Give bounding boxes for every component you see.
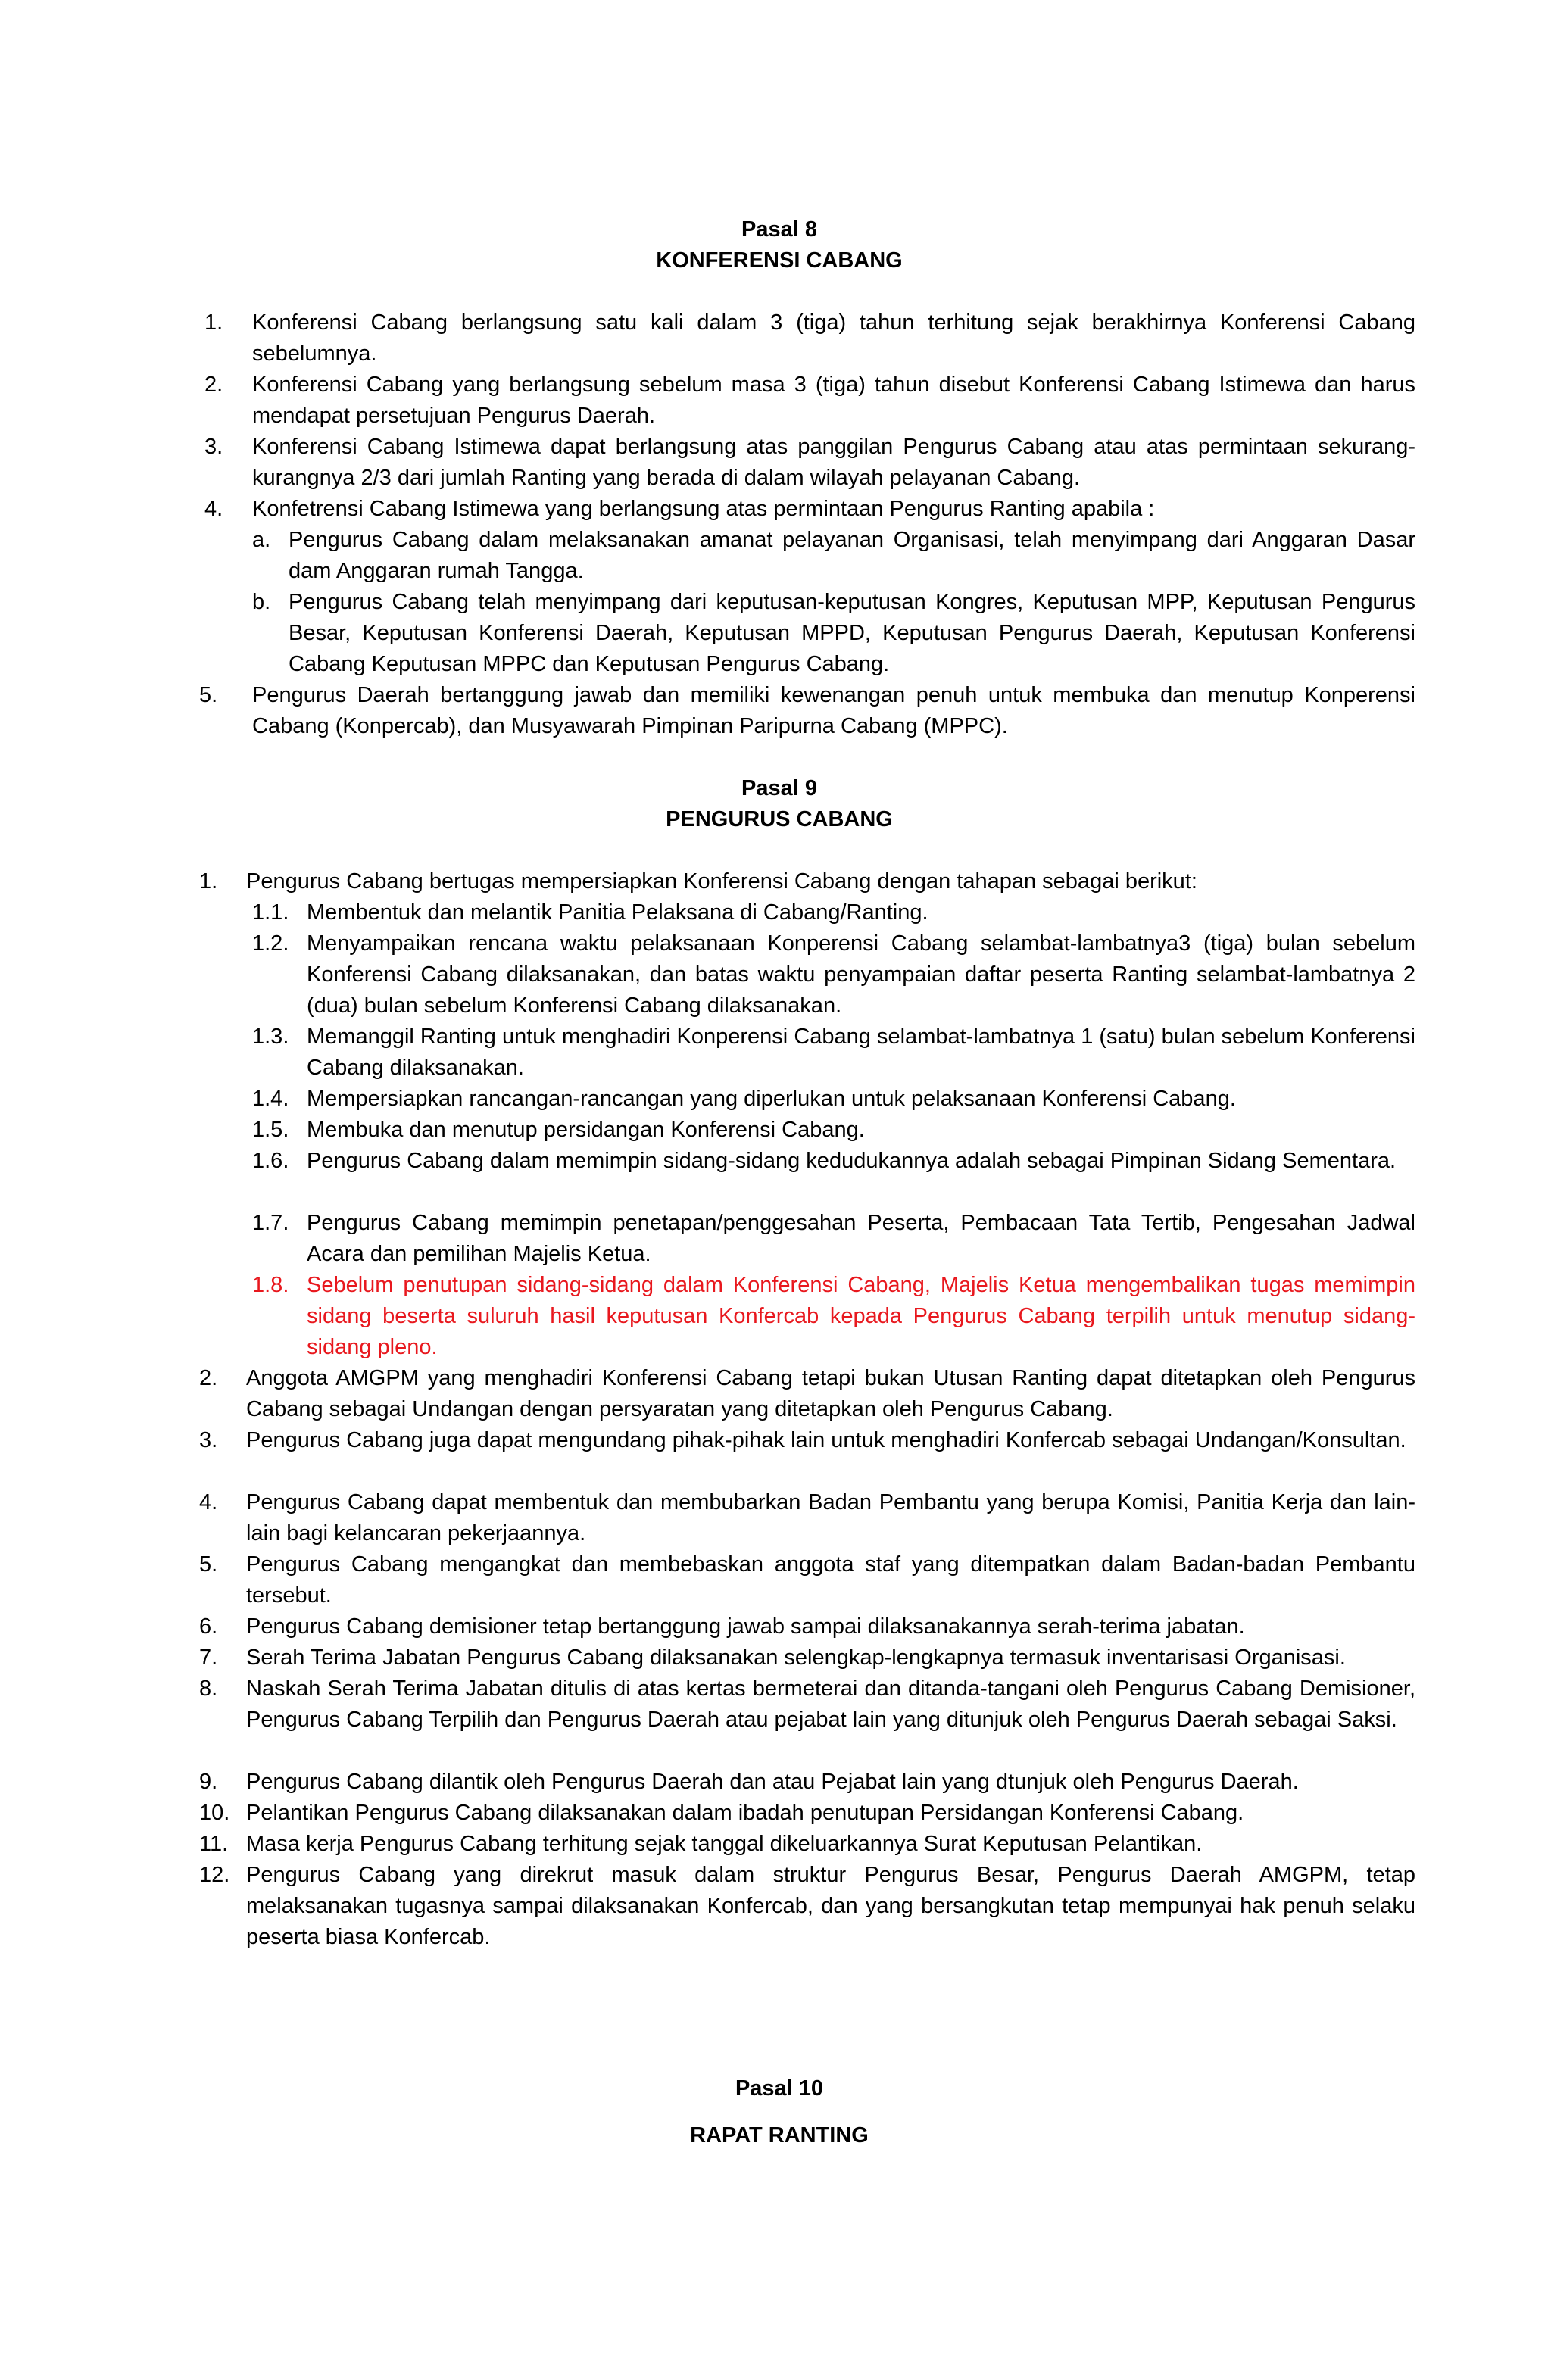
list-item: Masa kerja Pengurus Cabang terhitung sejak tanggal dikeluarkannya Surat Keputusan Pelantikan. — [246, 1832, 1203, 1856]
item-number: 9. — [199, 1770, 218, 1794]
item-number: 6. — [199, 1614, 218, 1639]
item-number: 2. — [199, 1366, 218, 1390]
sub-list-item: Pengurus Cabang dalam melaksanakan amanat pelayanan Organisasi, telah menyimpang dari Anggaran Dasar dam Anggaran rumah Tangga. — [289, 528, 1415, 583]
list-item: Naskah Serah Terima Jabatan ditulis di atas kertas bermeterai dan ditanda-tangani oleh Pengurus Cabang Demisioner, Pengurus Cabang Terpilih dan Pengurus Daerah atau pejabat lain yang ditunjuk oleh Pengurus Daerah sebagai Saksi. — [246, 1677, 1415, 1732]
sub-list-item: Memanggil Ranting untuk menghadiri Konperensi Cabang selambat-lambatnya 1 (satu) bulan sebelum Konferensi Cabang dilaksanakan. — [307, 1025, 1415, 1080]
list-item: Pengurus Cabang dapat membentuk dan membubarkan Badan Pembantu yang berupa Komisi, Panitia Kerja dan lain-lain bagi kelancaran pekerjaannya. — [246, 1490, 1415, 1546]
sub-item-number: 1.7. — [252, 1211, 289, 1235]
sub-list-item: Pengurus Cabang memimpin penetapan/penggesahan Peserta, Pembacaan Tata Tertib, Pengesahan Jadwal Acara dan pemilihan Majelis Ketua. — [307, 1211, 1415, 1266]
sub-item-letter: b. — [252, 590, 271, 614]
list-item: Konferensi Cabang Istimewa dapat berlangsung atas panggilan Pengurus Cabang atau atas permintaan sekurang-kurangnya 2/3 dari jumlah Ranting yang berada di dalam wilayah pelayanan Cabang. — [252, 435, 1415, 490]
list-item: Pengurus Cabang bertugas mempersiapkan Konferensi Cabang dengan tahapan sebagai berikut: — [246, 869, 1197, 894]
item-number: 5. — [199, 683, 218, 707]
sub-item-letter: a. — [252, 528, 271, 552]
sub-list-item: Pengurus Cabang telah menyimpang dari keputusan-keputusan Kongres, Keputusan MPP, Keputusan Pengurus Besar, Keputusan Konferensi Daerah, Keputusan MPPD, Keputusan Pengurus Daerah, Keputusan Konferensi Cabang Keputusan MPPC dan Keputusan Pengurus Cabang. — [289, 590, 1415, 676]
item-number: 7. — [199, 1645, 218, 1670]
item-number: 4. — [204, 497, 223, 521]
pasal-8-title: KONFERENSI CABANG — [656, 248, 903, 273]
sub-item-number: 1.4. — [252, 1087, 289, 1111]
pasal-8-heading: Pasal 8 — [741, 217, 817, 242]
list-item: Konferensi Cabang berlangsung satu kali dalam 3 (tiga) tahun terhitung sejak berakhirnya Konferensi Cabang sebelumnya. — [252, 310, 1415, 366]
pasal-9-title: PENGURUS CABANG — [666, 807, 893, 831]
sub-list-item-highlighted: Sebelum penutupan sidang-sidang dalam Konferensi Cabang, Majelis Ketua mengembalikan tugas memimpin sidang beserta suluruh hasil keputusan Konfercab kepada Pengurus Cabang terpilih untuk menutup sidang-sidang pleno. — [307, 1273, 1415, 1359]
sub-item-number: 1.1. — [252, 900, 289, 925]
item-number: 4. — [199, 1490, 218, 1514]
sub-list-item: Pengurus Cabang dalam memimpin sidang-sidang kedudukannya adalah sebagai Pimpinan Sidang Sementara. — [307, 1149, 1397, 1173]
list-item: Konfetrensi Cabang Istimewa yang berlangsung atas permintaan Pengurus Ranting apabila : — [252, 497, 1155, 521]
list-item: Pengurus Cabang dilantik oleh Pengurus Daerah dan atau Pejabat lain yang dtunjuk oleh Pengurus Daerah. — [246, 1770, 1299, 1794]
sub-item-number: 1.3. — [252, 1025, 289, 1049]
item-number: 1. — [199, 869, 218, 894]
list-item: Konferensi Cabang yang berlangsung sebelum masa 3 (tiga) tahun disebut Konferensi Cabang Istimewa dan harus mendapat persetujuan Pengurus Daerah. — [252, 373, 1415, 428]
list-item: Serah Terima Jabatan Pengurus Cabang dilaksanakan selengkap-lengkapnya termasuk inventarisasi Organisasi. — [246, 1645, 1346, 1670]
sub-list-item: Menyampaikan rencana waktu pelaksanaan Konperensi Cabang selambat-lambatnya3 (tiga) bulan sebelum Konferensi Cabang dilaksanakan, dan batas waktu penyampaian daftar peserta Ranting selambat-lambatnya 2 (dua) bulan sebelum Konferensi Cabang dilaksanakan. — [307, 931, 1415, 1018]
pasal-9-heading: Pasal 9 — [741, 776, 817, 800]
list-item: Pelantikan Pengurus Cabang dilaksanakan dalam ibadah penutupan Persidangan Konferensi Cabang. — [246, 1801, 1244, 1825]
sub-item-number: 1.2. — [252, 931, 289, 956]
sub-list-item: Membentuk dan melantik Panitia Pelaksana di Cabang/Ranting. — [307, 900, 928, 925]
item-number: 10. — [199, 1801, 230, 1825]
list-item: Pengurus Daerah bertanggung jawab dan memiliki kewenangan penuh untuk membuka dan menutup Konperensi Cabang (Konpercab), dan Musyawarah Pimpinan Paripurna Cabang (MPPC). — [252, 683, 1415, 738]
sub-list-item: Membuka dan menutup persidangan Konferensi Cabang. — [307, 1118, 865, 1142]
list-item: Anggota AMGPM yang menghadiri Konferensi Cabang tetapi bukan Utusan Ranting dapat ditetapkan oleh Pengurus Cabang sebagai Undangan dengan persyaratan yang ditetapkan oleh Pengurus Cabang. — [246, 1366, 1415, 1421]
item-number: 11. — [199, 1832, 229, 1856]
item-number: 3. — [199, 1428, 218, 1452]
list-item: Pengurus Cabang juga dapat mengundang pihak-pihak lain untuk menghadiri Konfercab sebagai Undangan/Konsultan. — [246, 1428, 1406, 1452]
item-number: 8. — [199, 1677, 218, 1701]
sub-item-number-highlighted: 1.8. — [252, 1273, 289, 1297]
list-item: Pengurus Cabang mengangkat dan membebaskan anggota staf yang ditempatkan dalam Badan-badan Pembantu tersebut. — [246, 1552, 1415, 1608]
list-item: Pengurus Cabang yang direkrut masuk dalam struktur Pengurus Besar, Pengurus Daerah AMGPM, tetap melaksanakan tugasnya sampai dilaksanakan Konfercab, dan yang bersangkutan tetap mempunyai hak penuh selaku peserta biasa Konfercab. — [246, 1863, 1415, 1949]
item-number: 2. — [204, 373, 223, 397]
list-item: Pengurus Cabang demisioner tetap bertanggung jawab sampai dilaksanakannya serah-terima jabatan. — [246, 1614, 1245, 1639]
item-number: 12. — [199, 1863, 230, 1887]
sub-item-number: 1.5. — [252, 1118, 289, 1142]
sub-list-item: Mempersiapkan rancangan-rancangan yang diperlukan untuk pelaksanaan Konferensi Cabang. — [307, 1087, 1236, 1111]
item-number: 1. — [204, 310, 223, 335]
pasal-10-heading: Pasal 10 — [735, 2076, 824, 2101]
item-number: 5. — [199, 1552, 218, 1577]
item-number: 3. — [204, 435, 223, 459]
sub-item-number: 1.6. — [252, 1149, 289, 1173]
pasal-10-title: RAPAT RANTING — [690, 2123, 869, 2148]
